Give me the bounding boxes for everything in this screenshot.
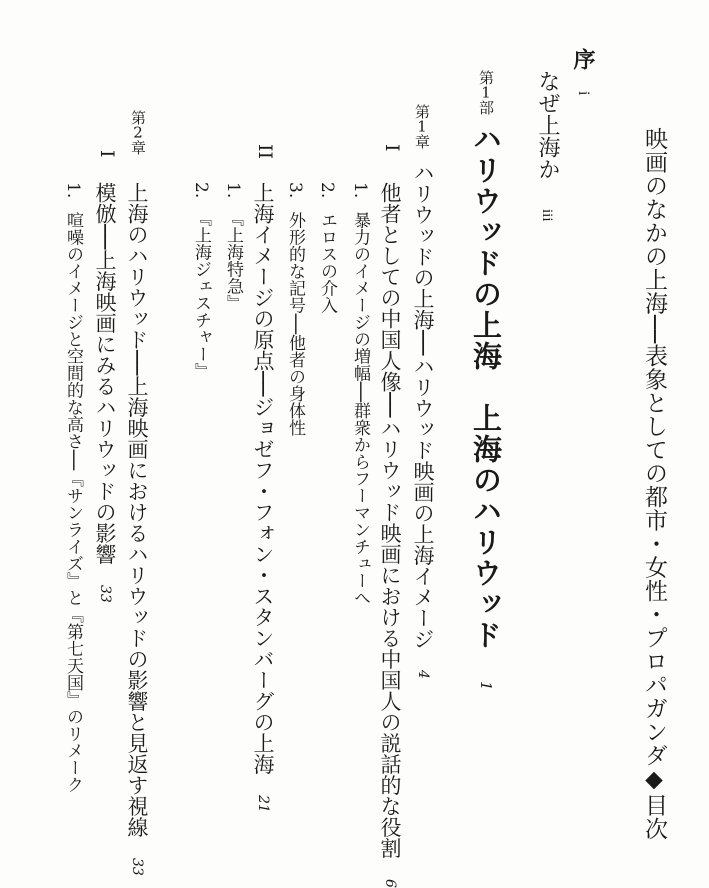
section1-I-numeral: I bbox=[381, 144, 403, 152]
section2-I-title: 模倣──上海映画にみるハリウッドの影響 33 bbox=[93, 182, 117, 603]
intro-label: なぜ上海か bbox=[535, 70, 560, 180]
item-II-2-num: 2. bbox=[191, 182, 211, 199]
chapter2-label: 第2章 bbox=[129, 110, 147, 155]
chapter2-page: 33 bbox=[129, 857, 145, 876]
item-2I-1 bbox=[64, 182, 81, 793]
item-II-2 bbox=[192, 182, 209, 380]
chapter1-page: 4 bbox=[415, 669, 431, 679]
chapter2-title: 上海のハリウッド──上海映画におけるハリウッドの影響と見返す視線 33 bbox=[125, 182, 149, 876]
item-II-1-num: 1. bbox=[223, 182, 243, 199]
item-I-1 bbox=[351, 182, 368, 606]
section1-I-page: 6 bbox=[382, 878, 398, 888]
item-II-1-title: 『上海特急』 bbox=[223, 209, 243, 312]
chapter1-title: ハリウッドの上海──ハリウッド映画の上海イメージ 4 bbox=[411, 162, 435, 679]
section2-I-page: 33 bbox=[97, 584, 113, 603]
item-I-1-num: 1. bbox=[350, 182, 370, 199]
item-II-1 bbox=[224, 182, 241, 312]
part1-title: ハリウッドの上海 上海のハリウッド 1 bbox=[469, 124, 503, 693]
part1-label: 第1部 bbox=[477, 70, 495, 115]
item-I-3-title: 外形的な記号──他者の身体性 bbox=[285, 211, 305, 437]
section1-II-numeral: II bbox=[254, 144, 276, 160]
section1-II-page: 21 bbox=[255, 794, 271, 813]
item-I-1-title: 暴力のイメージの増幅──群衆からフーマンチューへ bbox=[350, 211, 370, 607]
item-I-3-num: 3. bbox=[285, 182, 305, 199]
section2-I-numeral: I bbox=[96, 150, 118, 158]
preface-entry bbox=[572, 48, 594, 95]
intro-entry bbox=[536, 70, 558, 222]
section1-I-title: 他者としての中国人像──ハリウッド映画における中国人の説話的な役割 6 bbox=[378, 182, 402, 888]
preface-page: i bbox=[575, 91, 592, 96]
item-2I-1-num: 1. bbox=[63, 182, 83, 199]
intro-page: iii bbox=[539, 209, 555, 222]
item-I-2-num: 2. bbox=[317, 182, 337, 199]
item-I-2 bbox=[318, 182, 335, 314]
chapter1-label: 第1章 bbox=[413, 104, 431, 149]
item-I-2-title: エロスの介入 bbox=[317, 211, 337, 314]
section1-II-title: 上海イメージの原点──ジョゼフ・フォン・スタンバーグの上海 21 bbox=[251, 182, 275, 813]
item-2I-1-title: 喧噪のイメージと空間的な高さ──『サンライズ』と『第七天国』のリメーク bbox=[63, 211, 83, 794]
part1-page: 1 bbox=[477, 681, 495, 693]
item-I-3 bbox=[286, 182, 303, 436]
preface-label: 序 bbox=[570, 48, 596, 70]
item-II-2-title: 『上海ジェスチャー』 bbox=[191, 209, 211, 380]
book-title: 映画のなかの上海──表象としての都市・女性・プロパガンダ◆目次 bbox=[641, 127, 667, 841]
